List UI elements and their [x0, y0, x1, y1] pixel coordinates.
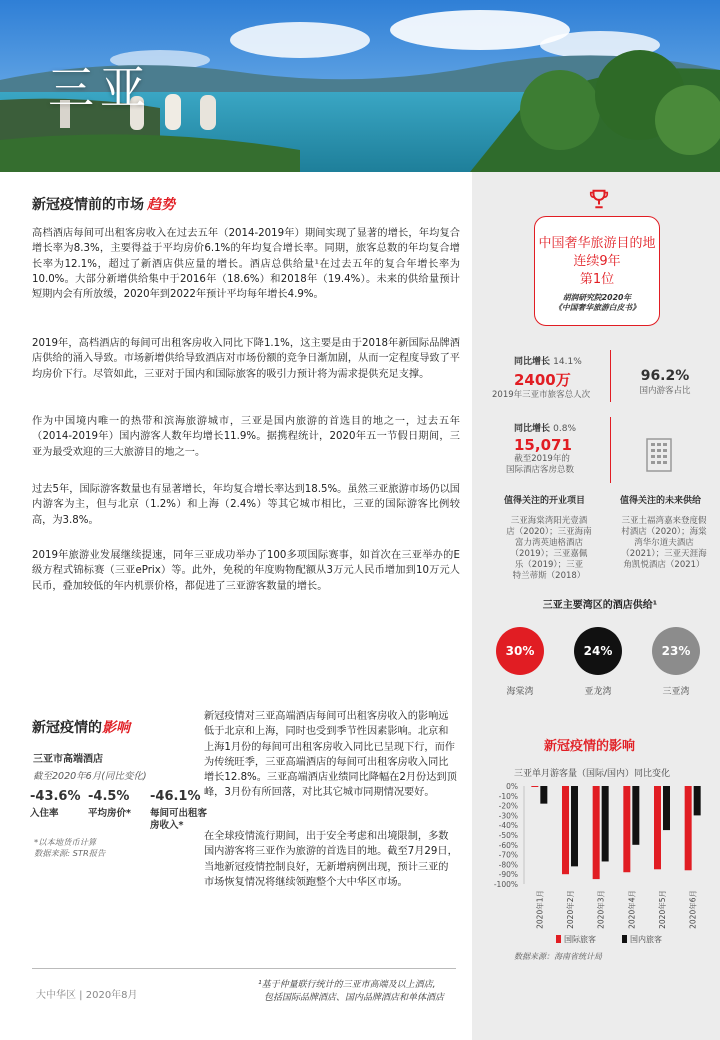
footer-region-date: 大中华区 | 2020年8月 [36, 990, 138, 1001]
badge-source [534, 293, 660, 313]
list-item: 富力湾英迪格酒店 [514, 538, 583, 548]
impact-title-text: 新冠疫情的 [32, 720, 102, 736]
y-tick-label: -80% [498, 860, 518, 870]
opening-projects-title: 值得关注的开业项目 [504, 496, 586, 506]
footnote-source: 数据来源: STR报告 [34, 848, 106, 858]
list-item: （2021）；三亚天涯海 [621, 549, 707, 559]
kpi-visitors [492, 354, 591, 401]
legend-label: 国际旅客 [564, 935, 596, 944]
bay-name-label: 海棠湾 [506, 687, 534, 697]
pre-covid-title-text: 新冠疫情前的市场 [32, 197, 144, 213]
bar-international [654, 786, 661, 869]
bay-share-circle: 30% [496, 627, 544, 675]
stats-footnote [34, 837, 105, 859]
bay-name-label: 亚龙湾 [584, 687, 612, 697]
badge-line: 中国奢华旅游目的地 [538, 236, 656, 251]
y-tick-label: -10% [498, 791, 518, 801]
impact-paragraph: 新冠疫情对三亚高端酒店每间可出租客房收入的影响远低于北京和上海，同时也受到季节性因素影响。北京和上海1月份的每间可出租客房收入同比已呈现下行，而作为传统旺季，三亚高端酒店的每间可出租客房收入同比增长12.8%。三亚高端酒店业绩同比降幅在2月份达到顶峰，3月份有所回落，对比其它城市同期情况要好。 [204, 711, 457, 799]
y-tick-label: -50% [498, 831, 518, 840]
kpi-label: 同比增长 [514, 357, 551, 367]
impact-section-title [32, 717, 130, 737]
badge-source-line: 胡润研究院2020年 [562, 293, 632, 302]
impact-paragraph: 在全球疫情流行期间，出于安全考虑和出境限制，多数国内游客将三亚作为旅游的首选目的地。截至7月29日，当地新冠疫情控制良好，无新增病例出现，预计三亚的市场恢复情况将继续领跑整个大中华区市场。 [204, 831, 458, 888]
future-supply-title: 值得关注的未来供给 [620, 496, 702, 506]
badge-line: 第1位 [579, 272, 615, 287]
stat-value: -4.5% [88, 789, 130, 804]
opening-projects-list [496, 516, 602, 582]
chart-source: 数据来源：海南省统计局 [514, 952, 602, 961]
y-tick-label: 0% [506, 782, 518, 791]
hotel-subnote: 截至2020年6月(同比变化) [33, 771, 147, 782]
bar-international [562, 786, 569, 874]
kpi-divider [610, 417, 611, 483]
kpi-growth: 0.8% [553, 424, 577, 434]
stat-adr [88, 789, 138, 832]
bar-domestic [694, 786, 701, 815]
pre-covid-section-title [32, 194, 175, 214]
kpi-rooms [506, 421, 577, 476]
x-tick-label: 2020年4月 [627, 890, 637, 929]
kpi-desc: 国际酒店客房总数 [506, 465, 575, 475]
stat-occupancy [30, 789, 81, 832]
pre-covid-paragraph: 2019年旅游业发展继续提速，同年三亚成功举办了100多项国际赛事，如首次在三亚举办的E级方程式锦标赛（三亚ePrix）等。此外，免税的年度购物配额从3万元人民币增加到10万元人民币，叠加较低的年内机票价格，都促进了三亚游客数量的增长。 [32, 550, 460, 592]
footer-note-line: ¹基于仲量联行统计的三亚市高端及以上酒店, [258, 980, 436, 990]
chart-title: 新冠疫情的影响 [544, 739, 636, 754]
bar-international [623, 786, 630, 872]
bay-share-circle: 24% [574, 627, 622, 675]
badge-source-line: 《中国奢华旅游白皮书》 [554, 303, 640, 312]
trophy-icon [584, 184, 614, 214]
x-tick-label: 2020年5月 [658, 890, 667, 929]
future-supply-list [608, 516, 720, 571]
x-tick-label: 2020年3月 [596, 890, 606, 929]
bar-international [685, 786, 692, 870]
bar-domestic [571, 786, 578, 866]
legend-swatch [622, 935, 627, 943]
list-item: 湾华尔道夫酒店 [634, 538, 694, 548]
chart-subtitle: 三亚单月游客量（国际/国内）同比变化 [514, 769, 671, 779]
kpi-divider [610, 350, 611, 402]
pre-covid-paragraph: 高档酒店每间可出租客房收入在过去五年（2014-2019年）期间实现了显著的增长，年均复合增长率为8.3%，主要得益于平均房价6.1%的年均复合增长率。同期，旅客总数的年均复合增长率为12.1%，超过了新酒店供应量的增长。酒店总供给量¹在过去五年的复合年增长率为10.0%。大部分新增供给集中于2016年（18.6%）和2018年（19.4%）。未来的供给量预计短期内会有所放缓，2020年到2022年预计平均每年增长4.9%。 [32, 228, 460, 301]
y-tick-label: -90% [498, 870, 518, 880]
x-tick-label: 2020年1月 [535, 890, 545, 929]
bay-name-label: 三亚湾 [662, 687, 690, 697]
stat-value: -43.6% [30, 789, 81, 804]
kpi-growth: 14.1% [553, 357, 582, 367]
kpi-value: 2400万 [514, 371, 571, 389]
y-tick-label: -60% [498, 840, 518, 850]
kpi-label: 同比增长 [514, 424, 551, 434]
stat-label: 每间可出租客房收入* [150, 808, 208, 831]
y-tick-label: -100% [493, 880, 518, 889]
kpi-value: 15,071 [514, 436, 572, 454]
bay-supply-title: 三亚主要湾区的酒店供给¹ [542, 600, 658, 611]
y-tick-label: -30% [498, 811, 518, 821]
y-tick-label: -20% [498, 801, 518, 811]
info-panel [472, 172, 720, 1040]
pre-covid-title-accent: 趋势 [147, 197, 175, 213]
footer-note-line: 包括国际品牌酒店、国内品牌酒店和单体酒店 [264, 993, 445, 1003]
list-item: 村酒店（2020）；海棠 [621, 527, 707, 537]
bar-domestic [663, 786, 670, 830]
pre-covid-paragraph: 作为中国境内唯一的热带和滨海旅游城市，三亚是国内旅游的首选目的地之一，过去五年（2014-2019年）国内游客人数年均增长11.9%。据携程统计，2020年五一节假日期间，三亚为最受欢迎的三大旅游目的地之一。 [32, 416, 460, 458]
list-item: 店（2020）；三亚海南 [506, 527, 592, 537]
stat-value: -46.1% [150, 789, 201, 804]
visitor-change-chart [472, 780, 720, 950]
badge-line: 连续9年 [573, 254, 621, 269]
bay-share-circle: 23% [652, 627, 700, 675]
list-item: 三亚土福湾嘉来登度假 [621, 516, 707, 526]
list-item: 特兰蒂斯（2018） [512, 571, 586, 581]
footnote-currency: *以本地货币计算 [34, 837, 97, 847]
pre-covid-paragraph: 2019年，高档酒店的每间可出租客房收入同比下降1.1%，这主要是由于2018年新国际品牌酒店供给的涌入导致。市场新增供给导致酒店对市场份额的竞争日渐加剧，从而一定程度导致了平均房价下行。尽管如此，三亚对于国内和国际旅客的吸引力预计将为需求提供充足支撑。 [32, 338, 460, 380]
x-tick-label: 2020年2月 [566, 890, 575, 929]
kpi-desc: 2019年三亚市旅客总人次 [492, 390, 591, 400]
list-item: （2019）；三亚嘉佩 [510, 549, 588, 559]
bar-domestic [602, 786, 609, 861]
building-icon [646, 438, 672, 476]
kpi-desc: 国内游客占比 [639, 386, 691, 396]
footer-divider [32, 968, 456, 969]
hero-title: 三亚 [48, 61, 152, 115]
kpi-desc: 截至2019年的 [514, 454, 570, 464]
x-tick-label: 2020年6月 [688, 890, 698, 929]
y-tick-label: -70% [498, 850, 518, 860]
pre-covid-paragraph: 过去5年，国际游客数量也有显著增长，年均复合增长率达到18.5%。虽然三亚旅游市场仍以国内游客为主，但与北京（1.2%）和上海（2.4%）等其它城市相比，三亚的国际游客比例较高，为3.8%。 [32, 484, 460, 526]
stat-label: 平均房价* [88, 808, 131, 819]
legend-swatch [556, 935, 561, 943]
impact-title-accent: 影响 [102, 720, 130, 736]
hotel-subtitle: 三亚市高端酒店 [33, 754, 103, 765]
stat-label: 入住率 [30, 808, 59, 819]
hero-banner [0, 0, 720, 172]
bar-domestic [540, 786, 547, 804]
bar-international [531, 786, 538, 787]
bar-international [593, 786, 600, 879]
legend-label: 国内旅客 [630, 935, 662, 944]
impact-stats [30, 789, 214, 832]
bar-domestic [632, 786, 639, 845]
kpi-domestic-share [622, 368, 708, 396]
list-item: 乐（2019）；三亚 [514, 560, 584, 570]
y-tick-label: -40% [498, 821, 518, 831]
footer-note [258, 979, 444, 1005]
list-item: 角凯悦酒店（2021） [623, 560, 705, 570]
list-item: 三亚海棠湾阳光壹酒 [510, 516, 588, 526]
kpi-value: 96.2% [640, 368, 690, 384]
